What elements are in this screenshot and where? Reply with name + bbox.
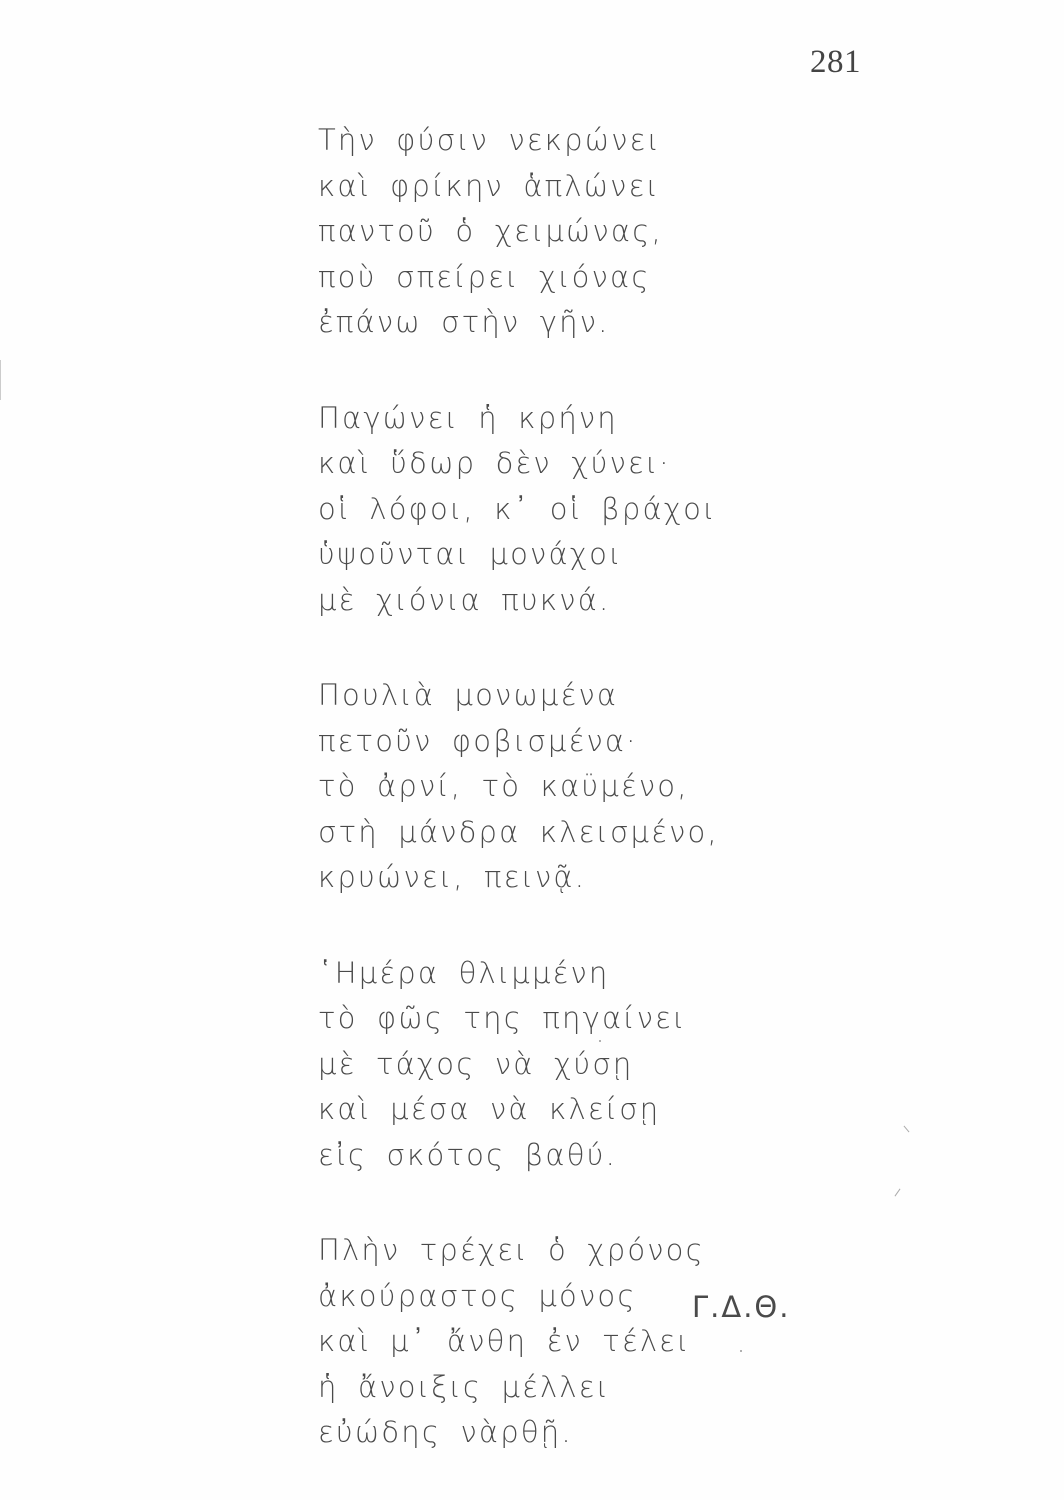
poem-line: καὶ φρίκην ἁπλώνει [318,168,660,203]
scan-mark [904,1126,910,1133]
poem-line: ἀκούραστος μόνος [318,1278,637,1313]
poem-line: μὲ χιόνια πυκνά. [318,582,611,617]
page-number: 281 [810,44,861,80]
stanza-2 [318,396,818,624]
poem-line: ὑψοῦνται μονάχοι [318,537,623,571]
scan-speck [599,1040,601,1042]
poem-line: καὶ ὕδωρ δὲν χύνει· [318,446,671,480]
stanza-5 [318,1228,818,1456]
poem-line: ποὺ σπείρει χιόνας [318,259,651,294]
poem-line: ῾Ημέρα θλιμμένη [318,955,610,990]
scan-mark [895,1189,901,1197]
poem-line: Πουλιὰ μονωμένα [318,678,619,712]
poem-line: παντοῦ ὁ χειμώνας, [318,214,663,248]
poem-line: εἰς σκότος βαθύ. [318,1137,618,1172]
poem-line: τὸ φῶς της πηγαίνει [318,1001,687,1035]
poem-line: κρυώνει, πεινᾷ. [318,860,587,894]
stanza-1 [318,118,818,346]
author-signature: Γ.Δ.Θ. [692,1290,791,1324]
scan-edge-mark [0,360,1,400]
poem-line: οἱ λόφοι, κ᾽ οἱ βράχοι [318,491,717,526]
poem-line: Παγώνει ἡ κρήνη [318,400,618,435]
poem-line: μὲ τάχος νὰ χύσῃ [318,1046,634,1081]
poem-line: στὴ μάνδρα κλεισμένο, [318,814,719,849]
poem-line: ἡ ἄνοιξις μέλλει [318,1369,611,1404]
stanza-4 [318,951,818,1179]
poem-line: πετοῦν φοβισμένα· [318,723,638,758]
stanza-3 [318,673,818,901]
poem-line: τὸ ἀρνί, τὸ καϋμένο, [318,769,689,803]
poem-line: καὶ μ᾽ ἄνθη ἐν τέλει [318,1324,691,1358]
poem-line: εὐώδης νὰρθῇ. [318,1415,573,1449]
poem-line: καὶ μέσα νὰ κλείσῃ [318,1092,661,1126]
poem-line: ἐπάνω στὴν γῆν. [318,305,610,339]
poem-line: Τὴν φύσιν νεκρώνει [318,123,661,157]
poem-line: Πλὴν τρέχει ὁ χρόνος [318,1233,705,1267]
scan-speck [740,1350,742,1352]
